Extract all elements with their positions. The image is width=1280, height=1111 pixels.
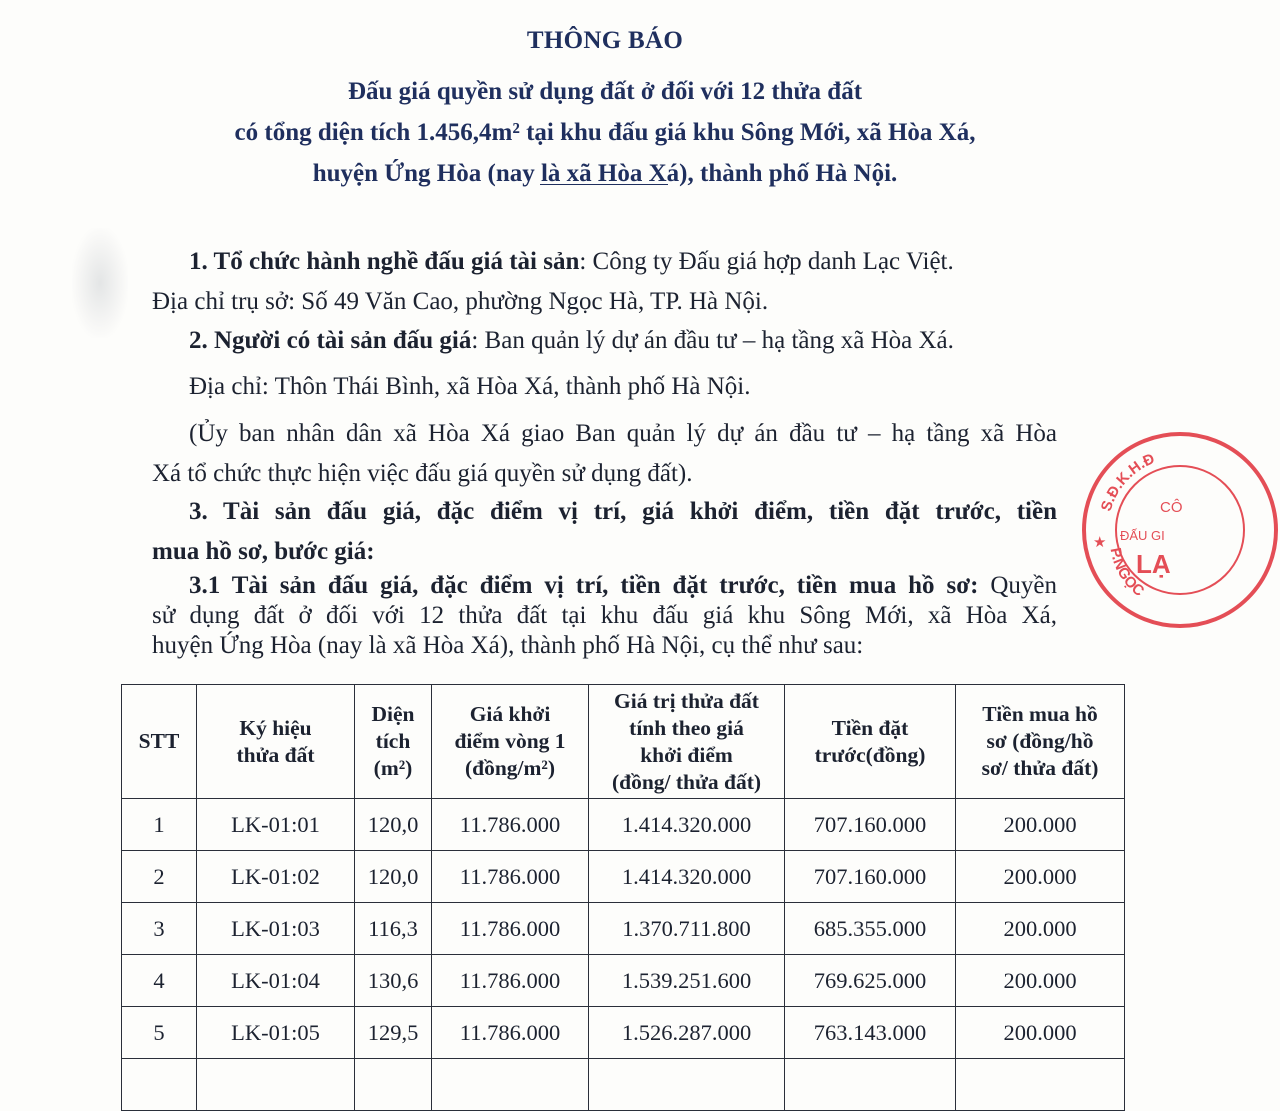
- section-2-line: [152, 321, 1057, 361]
- cell-dossier-fee: 200.000: [956, 851, 1125, 903]
- title-underline: [540, 184, 668, 185]
- cell-empty: [785, 1059, 956, 1111]
- section-3-heading-line: 3. Tài sản đấu giá, đặc điểm vị trí, giá khởi điểm, tiền đặt trước, tiền: [189, 498, 1057, 525]
- header-text: Giá khởi: [469, 702, 551, 726]
- header-text: (đồng/ thửa đất): [611, 769, 762, 794]
- section-3-1: [152, 571, 1057, 661]
- cell-starting-price: 11.786.000: [432, 955, 589, 1007]
- cell-stt: 2: [122, 851, 197, 903]
- cell-plot-code: LK-01:04: [197, 955, 355, 1007]
- cell-plot-value: 1.526.287.000: [589, 1007, 785, 1059]
- table-row-partial: [122, 1059, 1125, 1111]
- stamp-inner-text: CÔ: [1160, 499, 1183, 516]
- cell-area: 130,6: [355, 955, 432, 1007]
- section-1-address: Địa chỉ trụ sở: Số 49 Văn Cao, phường Ngọc Hà, TP. Hà Nội.: [152, 288, 769, 315]
- land-plot-table: [121, 684, 1125, 1111]
- cell-stt: 5: [122, 1007, 197, 1059]
- cell-deposit: 769.625.000: [785, 955, 956, 1007]
- cell-deposit: 763.143.000: [785, 1007, 956, 1059]
- cell-area: 120,0: [355, 799, 432, 851]
- notice-title: THÔNG BÁO: [526, 27, 684, 54]
- header-text: Tiền mua hồ: [982, 702, 1098, 726]
- cell-plot-value: 1.539.251.600: [589, 955, 785, 1007]
- header-text: sơ (đồng/hồ: [986, 729, 1094, 753]
- header-text: Diện: [371, 702, 415, 726]
- header-text: thửa đất: [236, 742, 315, 767]
- cell-empty: [589, 1059, 785, 1111]
- cell-area: 129,5: [355, 1007, 432, 1059]
- stamp-inner-text: LẠ: [1136, 549, 1171, 579]
- cell-starting-price: 11.786.000: [432, 1007, 589, 1059]
- cell-dossier-fee: 200.000: [956, 1007, 1125, 1059]
- section-1-line: [152, 242, 1057, 282]
- section-3-heading-line: mua hồ sơ, bước giá:: [152, 538, 375, 565]
- table-row: [122, 799, 1125, 851]
- stamp-ring-text-bottom: P.NGỌC: [1106, 546, 1148, 600]
- stamp-ring-text-top: S.Đ.K.H.Đ: [1097, 450, 1158, 514]
- cell-deposit: 707.160.000: [785, 799, 956, 851]
- cell-stt: 3: [122, 903, 197, 955]
- cell-plot-code: LK-01:01: [197, 799, 355, 851]
- header-stt: [122, 685, 197, 799]
- header-text: Giá trị thửa đất: [614, 688, 759, 713]
- cell-plot-code: LK-01:02: [197, 851, 355, 903]
- section-1-text: : Công ty Đấu giá hợp danh Lạc Việt.: [579, 248, 954, 275]
- notice-subtitle: [0, 71, 1210, 194]
- section-3-1-line: sử dụng đất ở đối với 12 thửa đất tại khu đấu giá khu Sông Mới, xã Hòa Xá,: [152, 602, 1057, 629]
- section-3-1-line: [152, 571, 1057, 601]
- section-2-heading: 2. Người có tài sản đấu giá: [189, 327, 472, 354]
- cell-dossier-fee: 200.000: [956, 799, 1125, 851]
- cell-plot-code: LK-01:05: [197, 1007, 355, 1059]
- stamp-star: ★: [1093, 534, 1107, 551]
- cell-starting-price: 11.786.000: [432, 903, 589, 955]
- cell-plot-code: LK-01:03: [197, 903, 355, 955]
- section-2: [152, 321, 1057, 361]
- header-text: điểm vòng 1: [454, 729, 566, 753]
- cell-empty: [956, 1059, 1125, 1111]
- cell-empty: [122, 1059, 197, 1111]
- cell-plot-value: 1.414.320.000: [589, 851, 785, 903]
- header-text: sơ/ thửa đất): [981, 756, 1099, 780]
- section-3-1-heading: 3.1 Tài sản đấu giá, đặc điểm vị trí, tiền đặt trước, tiền mua hồ sơ:: [189, 572, 979, 599]
- header-plot-value: [589, 685, 785, 799]
- header-text: STT: [138, 729, 180, 753]
- cell-dossier-fee: 200.000: [956, 955, 1125, 1007]
- table-row: [122, 955, 1125, 1007]
- cell-deposit: 707.160.000: [785, 851, 956, 903]
- section-3-1-text: Quyền: [978, 572, 1057, 599]
- header-text: trước(đồng): [814, 742, 926, 767]
- scan-smudge: [72, 228, 128, 338]
- table-header-row: [122, 685, 1125, 799]
- header-text: (đồng/m²): [464, 756, 556, 780]
- cell-plot-value: 1.370.711.800: [589, 903, 785, 955]
- section-3-1-line: huyện Ứng Hòa (nay là xã Hòa Xá), thành phố Hà Nội, cụ thể như sau:: [152, 632, 864, 659]
- cell-area: 116,3: [355, 903, 432, 955]
- section-2-note: [152, 414, 1057, 494]
- header-text: (m²): [373, 756, 413, 780]
- section-2-address: Địa chỉ: Thôn Thái Bình, xã Hòa Xá, thành phố Hà Nội.: [189, 373, 751, 400]
- cell-empty: [197, 1059, 355, 1111]
- header-text: Tiền đặt: [831, 715, 909, 740]
- table-row: [122, 1007, 1125, 1059]
- subtitle-line: Đấu giá quyền sử dụng đất ở đối với 12 thửa đất: [347, 78, 863, 105]
- cell-starting-price: 11.786.000: [432, 851, 589, 903]
- header-text: Ký hiệu: [239, 715, 312, 740]
- section-1-heading: 1. Tổ chức hành nghề đấu giá tài sản: [189, 248, 580, 275]
- section-1: [152, 242, 1057, 322]
- cell-stt: 1: [122, 799, 197, 851]
- cell-starting-price: 11.786.000: [432, 799, 589, 851]
- stamp-outer-ring: [1084, 434, 1276, 626]
- company-stamp: [1080, 430, 1280, 630]
- section-2-address-block: [152, 367, 1057, 407]
- header-plot-code: [197, 685, 355, 799]
- header-text: tính theo giá: [629, 715, 744, 740]
- header-starting-price: [432, 685, 589, 799]
- stamp-inner-text: ĐẤU GI: [1120, 528, 1165, 543]
- section-2-text: : Ban quản lý dự án đầu tư – hạ tầng xã Hòa Xá.: [471, 327, 954, 354]
- section-2-note-line: (Ủy ban nhân dân xã Hòa Xá giao Ban quản lý dự án đầu tư – hạ tầng xã Hòa: [189, 420, 1057, 447]
- header-text: tích: [375, 729, 411, 753]
- section-3: [152, 492, 1057, 572]
- cell-deposit: 685.355.000: [785, 903, 956, 955]
- header-area: [355, 685, 432, 799]
- subtitle-line: huyện Ứng Hòa (nay là xã Hòa Xá), thành phố Hà Nội.: [312, 160, 898, 187]
- header-deposit: [785, 685, 956, 799]
- cell-empty: [432, 1059, 589, 1111]
- header-dossier-fee: [956, 685, 1125, 799]
- cell-plot-value: 1.414.320.000: [589, 799, 785, 851]
- table-row: [122, 851, 1125, 903]
- section-2-note-line: Xá tổ chức thực hiện việc đấu giá quyền sử dụng đất).: [152, 460, 693, 487]
- table-row: [122, 903, 1125, 955]
- subtitle-line: có tổng diện tích 1.456,4m² tại khu đấu giá khu Sông Mới, xã Hòa Xá,: [234, 119, 976, 146]
- header-text: khởi điểm: [640, 742, 733, 767]
- cell-empty: [355, 1059, 432, 1111]
- cell-area: 120,0: [355, 851, 432, 903]
- cell-dossier-fee: 200.000: [956, 903, 1125, 955]
- cell-stt: 4: [122, 955, 197, 1007]
